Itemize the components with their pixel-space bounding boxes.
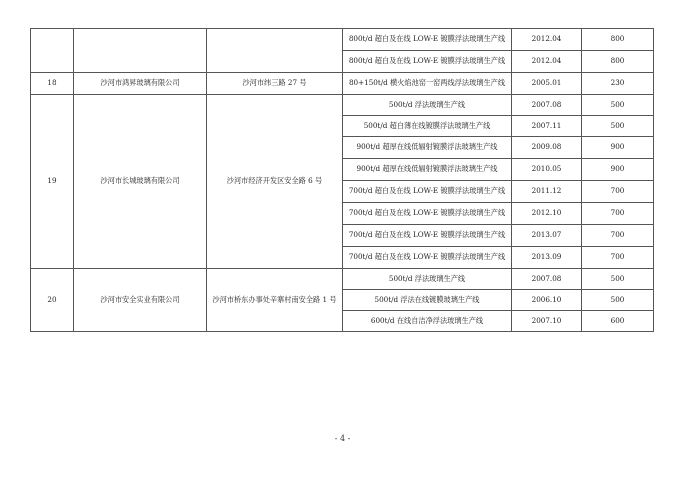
production-line: 700t/d 超白及在线 LOW-E 镀膜浮法玻璃生产线 xyxy=(343,225,512,247)
daily-capacity: 500 xyxy=(582,290,654,311)
table-row xyxy=(31,269,654,290)
row-number: 19 xyxy=(31,95,74,269)
daily-capacity: 500 xyxy=(582,116,654,137)
production-line: 600t/d 在线自洁净浮法玻璃生产线 xyxy=(343,311,512,332)
daily-capacity: 700 xyxy=(582,203,654,225)
daily-capacity: 900 xyxy=(582,159,654,181)
company-name xyxy=(74,29,207,73)
glass-producer-table xyxy=(30,28,654,332)
commission-date: 2012.04 xyxy=(512,29,582,51)
production-line: 700t/d 超白及在线 LOW-E 镀膜浮法玻璃生产线 xyxy=(343,181,512,203)
table-row xyxy=(31,29,654,51)
production-line: 500t/d 超白薄在线镀膜浮法玻璃生产线 xyxy=(343,116,512,137)
production-line: 900t/d 超厚在线低辐射镀膜浮法玻璃生产线 xyxy=(343,159,512,181)
production-line: 900t/d 超厚在线低辐射镀膜浮法玻璃生产线 xyxy=(343,137,512,159)
production-line: 500t/d 浮法玻璃生产线 xyxy=(343,95,512,116)
commission-date: 2007.08 xyxy=(512,269,582,290)
commission-date: 2007.11 xyxy=(512,116,582,137)
production-line: 700t/d 超白及在线 LOW-E 镀膜浮法玻璃生产线 xyxy=(343,247,512,269)
daily-capacity: 700 xyxy=(582,225,654,247)
commission-date: 2007.08 xyxy=(512,95,582,116)
row-number xyxy=(31,29,74,73)
commission-date: 2012.10 xyxy=(512,203,582,225)
production-line: 800t/d 超白及在线 LOW-E 镀膜浮法玻璃生产线 xyxy=(343,29,512,51)
commission-date: 2012.04 xyxy=(512,51,582,73)
company-name: 沙河市鸿昇玻璃有限公司 xyxy=(74,73,207,95)
production-line: 80+150t/d 横火焰池窑一窑两线浮法玻璃生产线 xyxy=(343,73,512,95)
daily-capacity: 900 xyxy=(582,137,654,159)
daily-capacity: 800 xyxy=(582,51,654,73)
daily-capacity: 500 xyxy=(582,95,654,116)
daily-capacity: 600 xyxy=(582,311,654,332)
company-address: 沙河市经济开发区安全路 6 号 xyxy=(207,95,343,269)
daily-capacity: 230 xyxy=(582,73,654,95)
table-row xyxy=(31,73,654,95)
row-number: 18 xyxy=(31,73,74,95)
commission-date: 2011.12 xyxy=(512,181,582,203)
daily-capacity: 500 xyxy=(582,269,654,290)
commission-date: 2010.05 xyxy=(512,159,582,181)
daily-capacity: 700 xyxy=(582,247,654,269)
page-number: - 4 - xyxy=(334,434,351,443)
production-line: 500t/d 浮法在线镀膜玻璃生产线 xyxy=(343,290,512,311)
table-body xyxy=(31,29,654,332)
daily-capacity: 800 xyxy=(582,29,654,51)
commission-date: 2013.09 xyxy=(512,247,582,269)
company-name: 沙河市长城玻璃有限公司 xyxy=(74,95,207,269)
production-line: 500t/d 浮法玻璃生产线 xyxy=(343,269,512,290)
production-line: 800t/d 超白及在线 LOW-E 镀膜浮法玻璃生产线 xyxy=(343,51,512,73)
daily-capacity: 700 xyxy=(582,181,654,203)
table-row xyxy=(31,95,654,116)
commission-date: 2009.08 xyxy=(512,137,582,159)
company-address xyxy=(207,29,343,73)
row-number: 20 xyxy=(31,269,74,332)
company-address: 沙河市桥东办事处辛寨村南安全路 1 号 xyxy=(207,269,343,332)
company-address: 沙河市纬三路 27 号 xyxy=(207,73,343,95)
commission-date: 2005.01 xyxy=(512,73,582,95)
commission-date: 2013.07 xyxy=(512,225,582,247)
production-line: 700t/d 超白及在线 LOW-E 镀膜浮法玻璃生产线 xyxy=(343,203,512,225)
commission-date: 2006.10 xyxy=(512,290,582,311)
company-name: 沙河市安全实业有限公司 xyxy=(74,269,207,332)
commission-date: 2007.10 xyxy=(512,311,582,332)
